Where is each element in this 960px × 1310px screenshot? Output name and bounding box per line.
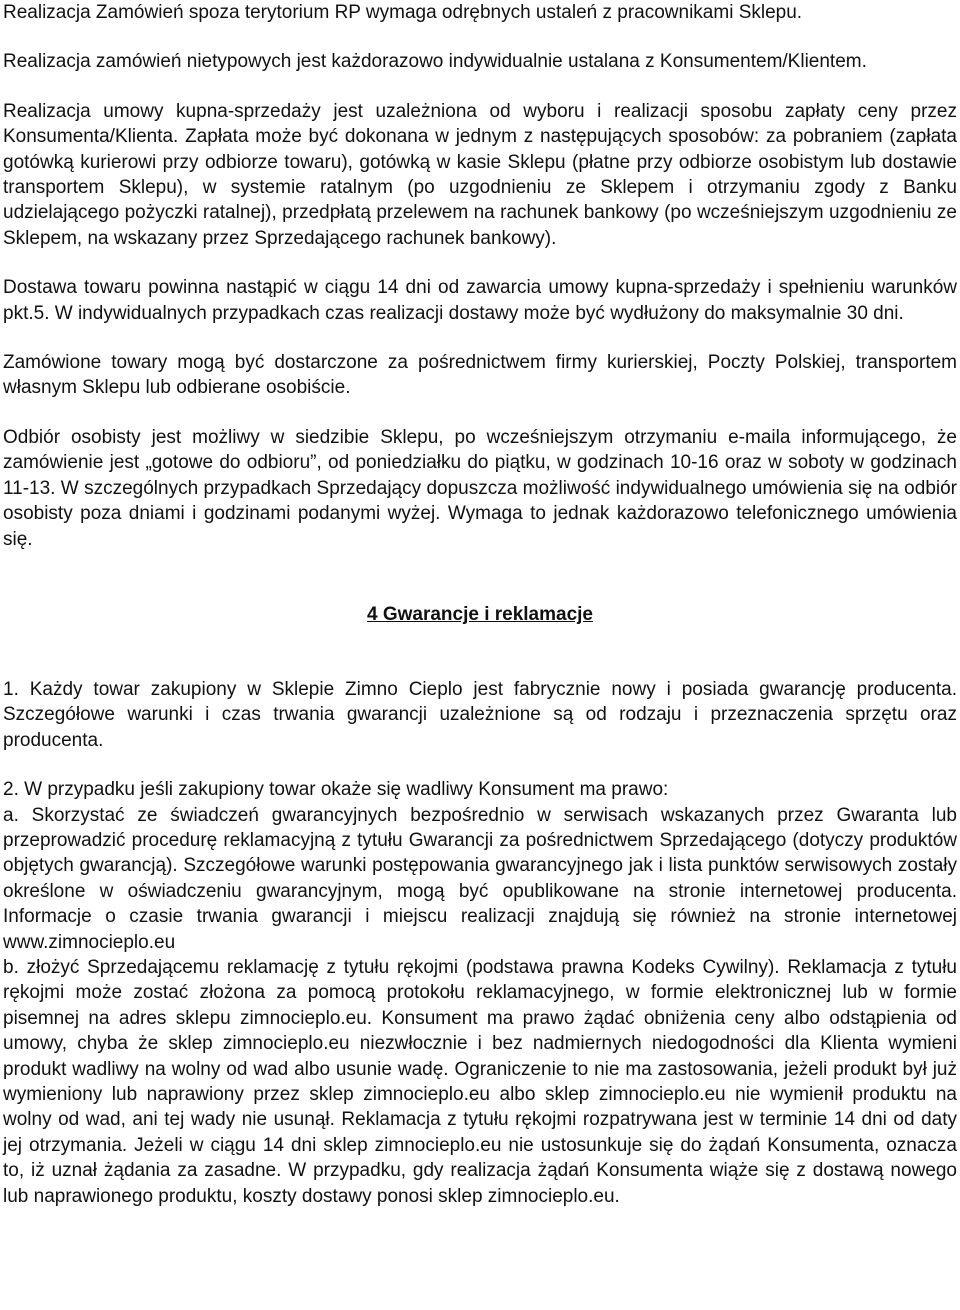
paragraph-atypical-orders: Realizacja zamówień nietypowych jest każdorazowo indywidualnie ustalana z Konsumentem/Klientem. <box>3 51 867 73</box>
paragraph-foreign-orders: Realizacja Zamówień spoza terytorium RP wymaga odrębnych ustaleń z pracownikami Sklepu. <box>3 2 803 23</box>
spacer <box>3 401 957 425</box>
paragraph-delivery-methods: Zamówione towary mogą być dostarczone za pośrednictwem firmy kurierskiej, Poczty Polskiej, transportem własnym Sklepu lub odbierane osobiście. <box>3 352 957 399</box>
paragraph-payment-methods: Realizacja umowy kupna-sprzedaży jest uzależniona od wyboru i realizacji sposobu zapłaty ceny przez Konsumenta/Klienta. Zapłata może być dokonana w jednym z następujących sposobów: za pobraniem (zapłata gotówką kurierowi przy odbiorze towaru), gotówką w kasie Sklepu (płatne przy odbiorze osobistym lub dostawie transportem Sklepu), w systemie ratalnym (po uzgodnieniu ze Sklepem i otrzymaniu zgody z Banku udzielającego pożyczki ratalnej), przedpłatą przelewem na rachunek bankowy (po wcześniejszym uzgodnieniu ze Sklepem, na wskazany przez Sprzedającego rachunek bankowy). <box>3 100 957 249</box>
spacer <box>3 627 957 677</box>
paragraph-warranty-services: a. Skorzystać ze świadczeń gwarancyjnych bezpośrednio w serwisach wskazanych przez Gwaranta lub przeprowadzić procedurę reklamacyjną z tytułu Gwarancji za pośrednictwem Sprzedającego (dotyczy produktów objętych gwarancją). Szczegółowe warunki postępowania gwarancyjnego jak i lista punktów serwisowych zostały określone w oświadczeniu gwarancyjnym, mogą być opublikowane na stronie internetowej producenta. Informacje o czasie trwania gwarancji i miejscu realizacji znajdują się również na stronie internetowej www.zimnocieplo.eu <box>3 804 957 953</box>
paragraph-defective-goods-intro: 2. W przypadku jeśli zakupiony towar okaże się wadliwy Konsument ma prawo: <box>3 779 669 801</box>
section-heading-text: 4 Gwarancje i reklamacje <box>366 603 594 625</box>
spacer <box>3 552 957 602</box>
spacer <box>3 326 957 350</box>
spacer <box>3 25 957 49</box>
spacer <box>3 251 957 275</box>
paragraph-warranty-new-goods: 1. Każdy towar zakupiony w Sklepie Zimno Cieplo jest fabrycznie nowy i posiada gwarancję producenta. Szczegółowe warunki i czas trwania gwarancji uzależnione są od rodzaju i przeznaczenia sprzętu oraz producenta. <box>3 678 957 751</box>
paragraph-personal-pickup: Odbiór osobisty jest możliwy w siedzibie Sklepu, po wcześniejszym otrzymaniu e-maila informującego, że zamówienie jest „gotowe do odbioru”, od poniedziałku do piątku, w godzinach 10-16 oraz w soboty w godzinach 11-13. W szczególnych przypadkach Sprzedający dopuszcza możliwość indywidualnego umówienia się na odbiór osobisty poza dniami i godzinami podanymi wyżej. Wymaga to jednak każdorazowo telefonicznego umówienia się. <box>3 426 957 550</box>
spacer <box>3 75 957 99</box>
paragraph-delivery-time: Dostawa towaru powinna nastąpić w ciągu 14 dni od zawarcia umowy kupna-sprzedaży i spełnieniu warunków pkt.5. W indywidualnych przypadkach czas realizacji dostawy może być wydłużony do maksymalnie 30 dni. <box>3 277 957 324</box>
section-heading <box>3 602 957 627</box>
paragraph-warranty-complaint: b. złożyć Sprzedającemu reklamację z tytułu rękojmi (podstawa prawna Kodeks Cywilny). Reklamacja z tytułu rękojmi może zostać złożona za pomocą protokołu reklamacyjnego, w formie elektronicznej lub w formie pisemnej na adres sklepu zimnocieplo.eu. Konsument ma prawo żądać obniżenia ceny albo odstąpienia od umowy, chyba że sklep zimnocieplo.eu niezwłocznie i bez nadmiernych niedogodności dla Klienta wymieni produkt wadliwy na wolny od wad albo usunie wadę. Ograniczenie to nie ma zastosowania, jeżeli produkt był już wymieniony lub naprawiony przez sklep zimnocieplo.eu albo sklep zimnocieplo.eu nie wymienił produktu na wolny od wad, ani tej wady nie usunął. Reklamacja z tytułu rękojmi rozpatrywana jest w terminie 14 dni od daty jej otrzymania. Jeżeli w ciągu 14 dni sklep zimnocieplo.eu nie ustosunkuje się do żądań Konsumenta, oznacza to, iż uznał żądania za zasadne. W przypadku, gdy realizacja żądań Konsumenta wiąże się z dostawą nowego lub naprawionego produktu, koszty dostawy ponosi sklep zimnocieplo.eu. <box>3 956 957 1207</box>
spacer <box>3 753 957 777</box>
document-page <box>3 0 957 1209</box>
